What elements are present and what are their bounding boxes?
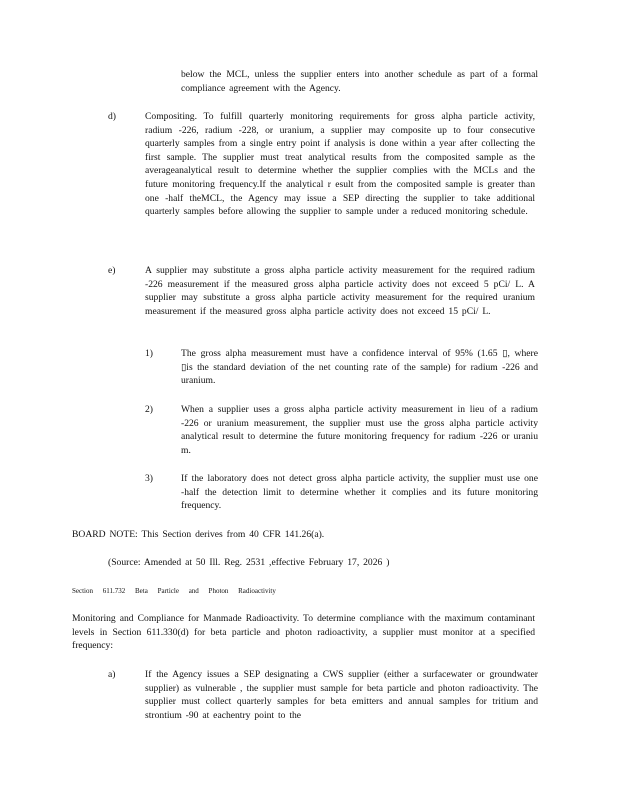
item-e-text: A supplier may substitute a gross alpha particle activity measurement for the required radium -226 measurement if the measured gross alpha particle activity does not exceed 5 pCi/ L. A supplier may substitute a gross alpha particle activity measurement for the required uranium measurement if the measured gross alpha particle activity does not exceed 15 pCi/ L. bbox=[145, 265, 535, 317]
item-e-label: e) bbox=[108, 265, 116, 276]
source-note: (Source: Amended at 50 Ill. Reg. 2531 ,effective February 17, 2026 ) bbox=[108, 557, 390, 568]
sub-item-1-text: The gross alpha measurement must have a confidence interval of 95% (1.65 ▯, where ▯is the standard deviation of the net counting rate of the sample) for radium -226 and uranium. bbox=[181, 348, 538, 387]
section-item-a-text: If the Agency issues a SEP designating a CWS supplier (either a surfacewater or groundwater supplier) as vulnerable , the supplier must sample for beta particle and photon radioactivity. The supplier must collect quarterly samples for beta emitters and annual samples for tritium and strontium -90 at eachentry point to the bbox=[145, 669, 538, 721]
item-d-text: Compositing. To fulfill quarterly monitoring requirements for gross alpha particle activity, radium -226, radium -228, or uranium, a supplier may composite up to four consecutive quarterly samples from a single entry point if analysis is done within a year after collecting the first sample. The supplier must treat analytical results from the composited sample as the averageanalytical result to determine whether the supplier complies with the MCLs and the future monitoring frequency.If the analytical r esult from the composited sample is greater than one -half theMCL, the Agency may issue a SEP directing the supplier to take additional quarterly samples before allowing the supplier to sample under a reduced monitoring schedule. bbox=[145, 111, 535, 218]
section-heading: Section 611.732 Beta Particle and Photon Radioactivity bbox=[72, 587, 276, 595]
sub-item-2-label: 2) bbox=[145, 404, 153, 415]
item-d-label: d) bbox=[108, 111, 116, 122]
sub-item-1-label: 1) bbox=[145, 348, 153, 359]
section-intro: Monitoring and Compliance for Manmade Radioactivity. To determine compliance with the maximum contaminant levels in Section 611.330(d) for beta particle and photon radioactivity, a supplier must monitor at a specified frequency: bbox=[72, 613, 535, 652]
intro-continuation: below the MCL, unless the supplier enters into another schedule as part of a formal compliance agreement with the Agency. bbox=[181, 69, 538, 94]
board-note: BOARD NOTE: This Section derives from 40 CFR 141.26(a). bbox=[72, 529, 325, 540]
section-item-a-label: a) bbox=[108, 669, 116, 680]
sub-item-2-text: When a supplier uses a gross alpha particle activity measurement in lieu of a radium -226 or uranium measurement, the supplier must use the gross alpha particle activity analytical result to determine the future monitoring frequency for radium -226 or uraniu m. bbox=[181, 404, 538, 456]
sub-item-3-label: 3) bbox=[145, 473, 153, 484]
sub-item-3-text: If the laboratory does not detect gross alpha particle activity, the supplier must use one -half the detection limit to determine whether it complies and its future monitoring frequency. bbox=[181, 473, 538, 512]
